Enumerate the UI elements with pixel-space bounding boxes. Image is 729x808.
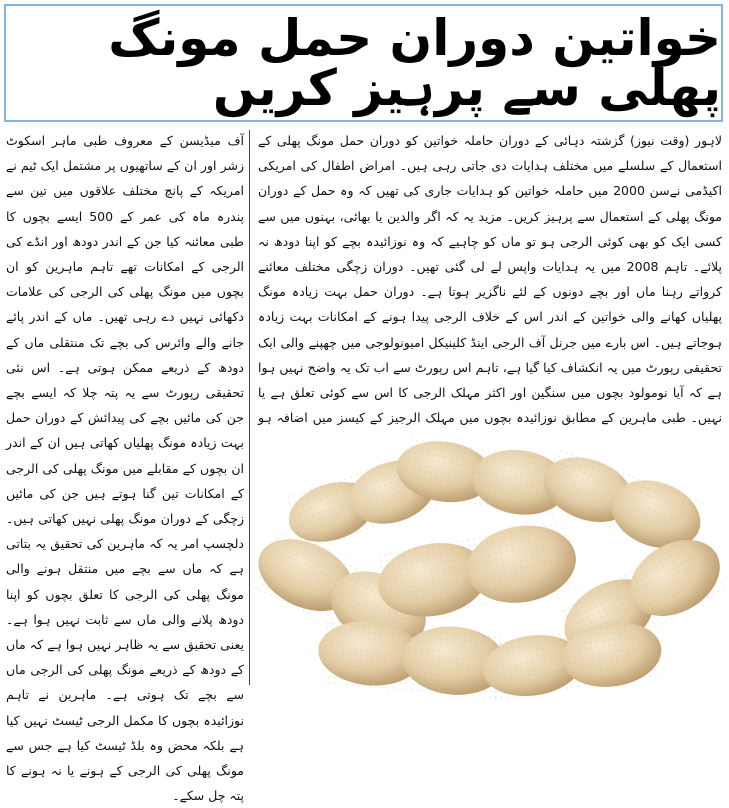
peanuts-illustration (252, 432, 726, 690)
article-paragraph-right: لاہور (وقت نیوز) گزشتہ دہائی کے دوران حاملہ خواتین کو دوران حمل مونگ پھلی کے استعمال کے سلسلے میں مختلف ہدایات دی جاتی رہی ہیں۔ امراض اطفال کی امریکی اکیڈمی نےسن 2000 میں حاملہ خواتین کو ہدایات جاری کی تھیں کہ وہ حمل کے دوران مونگ پھلی کے استعمال سے پرہیز کریں۔ مزید یہ کہ اگر والدین یا بھائی، بہنوں میں سے کسی ایک کو بھی کوئی الرجی ہو تو ماں کو چاہیے کہ وہ نوزائیدہ بچے کو اپنا دودھ نہ پلائے۔ تاہم 2008 میں یہ ہدایات واپس لے لی گئی تھیں۔ دوران زچگی مختلف معائنے کرواتے رہنا ماں اور بچے دونوں کے لئے ناگزیر ہوتا ہے۔ دوران حمل بہت زیادہ مونگ پھلیاں کھانے والی خواتین کے اندر اس کے خلاف الرجی پیدا ہونے کے امکانات بہت زیادہ ہوجاتے ہیں۔ اس بارے میں جرنل آف الرجی اینڈ کلینیکل امیونولوجی میں چھپنے والی ایک تحقیقی رپورٹ میں یہ انکشاف کیا گیا ہے، تاہم اس رپورٹ سے اب تک یہ واضح نہیں ہوا ہے کہ آیا نومولود بچوں میں سنگین اور اکثر مہلک الرجی کا اس سے کوئی تعلق ہے یا نہیں۔ طبی ماہرین کے مطابق نوزائیدہ بچوں میں مہلک الرجیز کے کیسز میں اضافہ ہو (258, 133, 722, 426)
article-column-right (258, 128, 722, 428)
article-column-left (6, 128, 244, 804)
column-divider (249, 130, 250, 685)
article-paragraph-left: آف میڈیسن کے معروف طبی ماہر اسکوٹ زشر اور ان کے ساتھیوں پر مشتمل ایک ٹیم نے امریکہ کے پانچ مختلف علاقوں میں تین سے پندرہ ماہ کی عمر کے 500 ایسے بچوں کا طبی معائنہ کیا جن کے اندر دودھ اور انڈے کی الرجی کے امکانات تھے تاہم ماہرین کو ان بچوں میں مونگ پھلی کی الرجی کی علامات دکھائی نہیں دے رہی تھیں۔ ماں کے اندر پائے جانے والے وائرس کی بچے تک منتقلی ماں کے دودھ کے ذریعے ممکن ہوتی ہے۔ اس نئی تحقیقی رپورٹ سے یہ پتہ چلا کہ ایسے بچے جن کی مائیں بچے کی پیدائش کے دوران حمل بہت زیادہ مونگ پھلیاں کھاتی ہیں ان کے اندر ان بچوں کے مقابلے میں مونگ پھلی کی الرجی کے امکانات تین گنا ہوتے ہیں جن کی مائیں زچگی کے دوران مونگ پھلی نہیں کھاتی ہیں۔ دلچسپ امر یہ کہ ماہرین کی تحقیق یہ بتاتی ہے کہ ماں سے بچے میں منتقل ہونے والی مونگ پھلی کی الرجی کا تعلق بچوں کو اپنا دودھ پلانے والی ماں سے ثابت نہیں ہوا ہے۔ یعنی تحقیق سے یہ ظاہر نہیں ہوا ہے کہ ماں کے دودھ کے ذریعے مونگ پھلی کی الرجی ماں سے بچے تک ہوتی ہے۔ ماہرین نے تاہم نوزائیدہ بچوں کا مکمل الرجی ٹیسٹ نہیں کیا ہے بلکہ محض وہ بلڈ ٹیسٹ کیا ہے جس سے مونگ پھلی کی الرجی کے ہونے یا نہ ہونے کا پتہ چل سکے۔ (6, 133, 244, 804)
peanuts-photo (252, 432, 726, 690)
headline: خواتین دوران حمل مونگ پھلی سے پرہیز کریں (108, 9, 721, 117)
headline-frame (4, 4, 723, 122)
